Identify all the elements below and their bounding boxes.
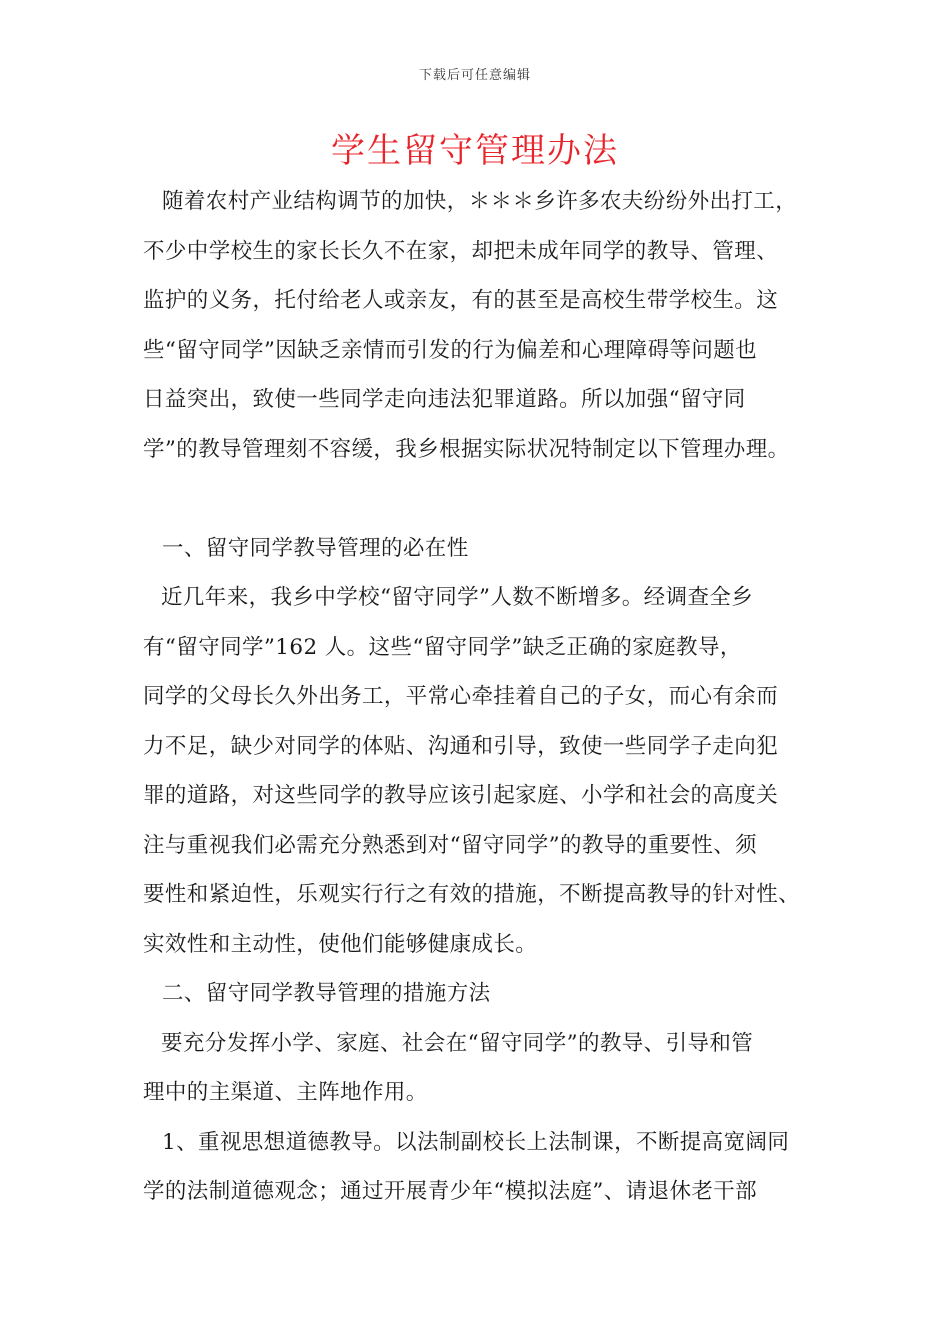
section-2-paragraph-line: 理中的主渠道、主阵地作用。: [143, 1080, 428, 1105]
section-1-paragraph-line: 实效性和主动性，使他们能够健康成长。: [143, 931, 538, 957]
section-1-paragraph-line: 同学的父母长久外出务工，平常心牵挂着自己的子女，而心有余而: [143, 684, 779, 709]
intro-paragraph-line: 不少中学校生的家长长久不在家，却把未成年同学的教导、管理、: [143, 238, 779, 264]
intro-paragraph-line: 随着农村产业结构调节的加快，＊＊＊乡许多农夫纷纷外出打工，: [162, 189, 798, 214]
intro-paragraph-line: 监护的义务，托付给老人或亲友，有的甚至是高校生带学校生。这: [143, 288, 779, 313]
intro-paragraph-line: 日益突出，致使一些同学走向违法犯罪道路。所以加强“留守同: [143, 387, 746, 412]
section-2-item-1-line: 1、重视思想道德教导。以法制副校长上法制课，不断提高宽阔同: [162, 1129, 790, 1155]
intro-paragraph-line: 学”的教导管理刻不容缓，我乡根据实际状况特制定以下管理办理。: [143, 436, 790, 462]
section-2-item-1-line: 学的法制道德观念；通过开展青少年“模拟法庭”、请退休老干部: [143, 1179, 758, 1204]
section-1-paragraph-line: 力不足，缺少对同学的体贴、沟通和引导，致使一些同学子走向犯: [143, 733, 779, 759]
paragraph-spacer: [143, 474, 833, 524]
section-1-paragraph-line: 近几年来，我乡中学校“留守同学”人数不断增多。经调查全乡: [161, 585, 754, 610]
section-1-paragraph-line: 有“留守同学”162 人。这些“留守同学”缺乏正确的家庭教导，: [143, 634, 742, 660]
section-1-paragraph-line: 罪的道路，对这些同学的教导应该引起家庭、小学和社会的高度关: [143, 783, 779, 808]
section-heading-1: 一、留守同学教导管理的必在性: [162, 535, 469, 561]
section-2-paragraph-line: 要充分发挥小学、家庭、社会在“留守同学”的教导、引导和管: [161, 1030, 754, 1056]
document-body: [143, 177, 833, 1217]
intro-paragraph-line: 些“留守同学”因缺乏亲情而引发的行为偏差和心理障碍等问题也: [143, 337, 758, 363]
document-title: 学生留守管理办法: [331, 131, 619, 171]
header-note: 下载后可任意编辑: [418, 68, 531, 83]
section-1-paragraph-line: 要性和紧迫性，乐观实行行之有效的措施，不断提高教导的针对性、: [143, 882, 801, 907]
section-heading-2: 二、留守同学教导管理的措施方法: [162, 981, 491, 1006]
section-1-paragraph-line: 注与重视我们必需充分熟悉到对“留守同学”的教导的重要性、须: [143, 832, 758, 858]
